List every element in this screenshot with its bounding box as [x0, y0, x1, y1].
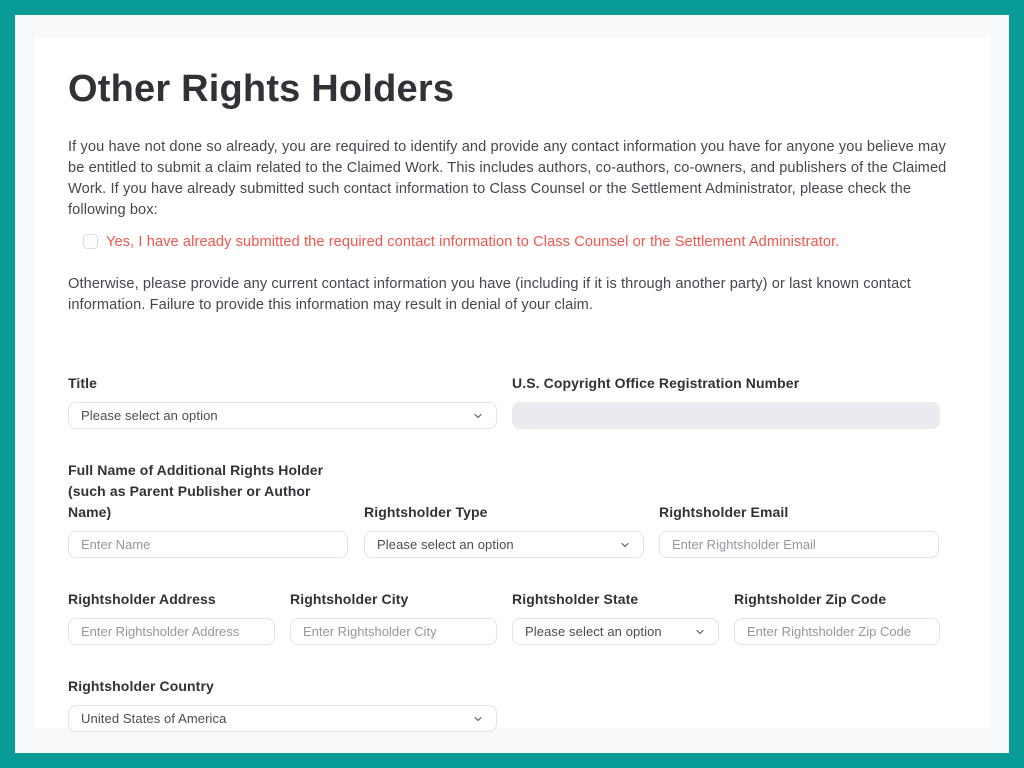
rightsholder-zip-field [734, 589, 940, 645]
rights-holder-form [68, 373, 958, 732]
registration-number-field [512, 373, 940, 429]
rightsholder-city-label: Rightsholder City [290, 591, 409, 607]
chevron-down-icon [619, 539, 631, 551]
form-row-4 [68, 676, 958, 732]
rightsholder-zip-label: Rightsholder Zip Code [734, 591, 887, 607]
rightsholder-address-label: Rightsholder Address [68, 591, 216, 607]
rightsholder-type-select[interactable] [364, 531, 644, 558]
already-submitted-row[interactable] [68, 233, 958, 252]
registration-number-input [512, 402, 940, 429]
rightsholder-state-field [512, 589, 719, 645]
rightsholder-city-field [290, 589, 497, 645]
rightsholder-state-select-value: Please select an option [525, 624, 662, 639]
rightsholder-state-select[interactable] [512, 618, 719, 645]
rightsholder-zip-input[interactable] [734, 618, 940, 645]
rightsholder-country-select[interactable] [68, 705, 497, 732]
form-row-1 [68, 373, 958, 429]
rightsholder-address-input[interactable] [68, 618, 275, 645]
rightsholder-email-input[interactable] [659, 531, 939, 558]
form-row-3 [68, 589, 958, 645]
form-card [35, 37, 991, 728]
already-submitted-checkbox[interactable] [83, 234, 98, 249]
full-name-field [68, 460, 348, 558]
form-row-2 [68, 460, 958, 558]
rightsholder-state-label: Rightsholder State [512, 591, 639, 607]
full-name-label: Full Name of Additional Rights Holder (such as Parent Publisher or Author Name) [68, 462, 324, 520]
rightsholder-email-field [659, 502, 939, 558]
intro-paragraph-2: Otherwise, please provide any current contact information you have (including if it is through another party) or last known contact information. Failure to provide this information may result in denial of your claim. [68, 276, 911, 313]
rightsholder-email-label: Rightsholder Email [659, 504, 789, 520]
title-select[interactable] [68, 402, 497, 429]
title-label: Title [68, 375, 98, 391]
chevron-down-icon [472, 410, 484, 422]
title-field [68, 373, 497, 429]
rightsholder-type-select-value: Please select an option [377, 537, 514, 552]
rightsholder-type-label: Rightsholder Type [364, 504, 488, 520]
registration-number-label: U.S. Copyright Office Registration Number [512, 375, 800, 391]
intro-paragraph-1: If you have not done so already, you are required to identify and provide any contact information you have for anyone you believe may be entitled to submit a claim related to the Claimed Work. This includes authors, co-authors, co-owners, and publishers of the Claimed Work. If you have already submitted such contact information to Class Counsel or the Settlement Administrator, please check the following box: [68, 139, 947, 218]
full-name-input[interactable] [68, 531, 348, 558]
rightsholder-type-field [364, 502, 644, 558]
chevron-down-icon [472, 713, 484, 725]
rightsholder-country-select-value: United States of America [81, 711, 227, 726]
page-title: Other Rights Holders [68, 68, 455, 110]
page-background [15, 15, 1009, 753]
rightsholder-country-field [68, 676, 497, 732]
rightsholder-address-field [68, 589, 275, 645]
already-submitted-label[interactable]: Yes, I have already submitted the required contact information to Class Counsel or the Settlement Administrator. [106, 234, 840, 250]
rightsholder-city-input[interactable] [290, 618, 497, 645]
chevron-down-icon [694, 626, 706, 638]
title-select-value: Please select an option [81, 408, 218, 423]
rightsholder-country-label: Rightsholder Country [68, 678, 214, 694]
